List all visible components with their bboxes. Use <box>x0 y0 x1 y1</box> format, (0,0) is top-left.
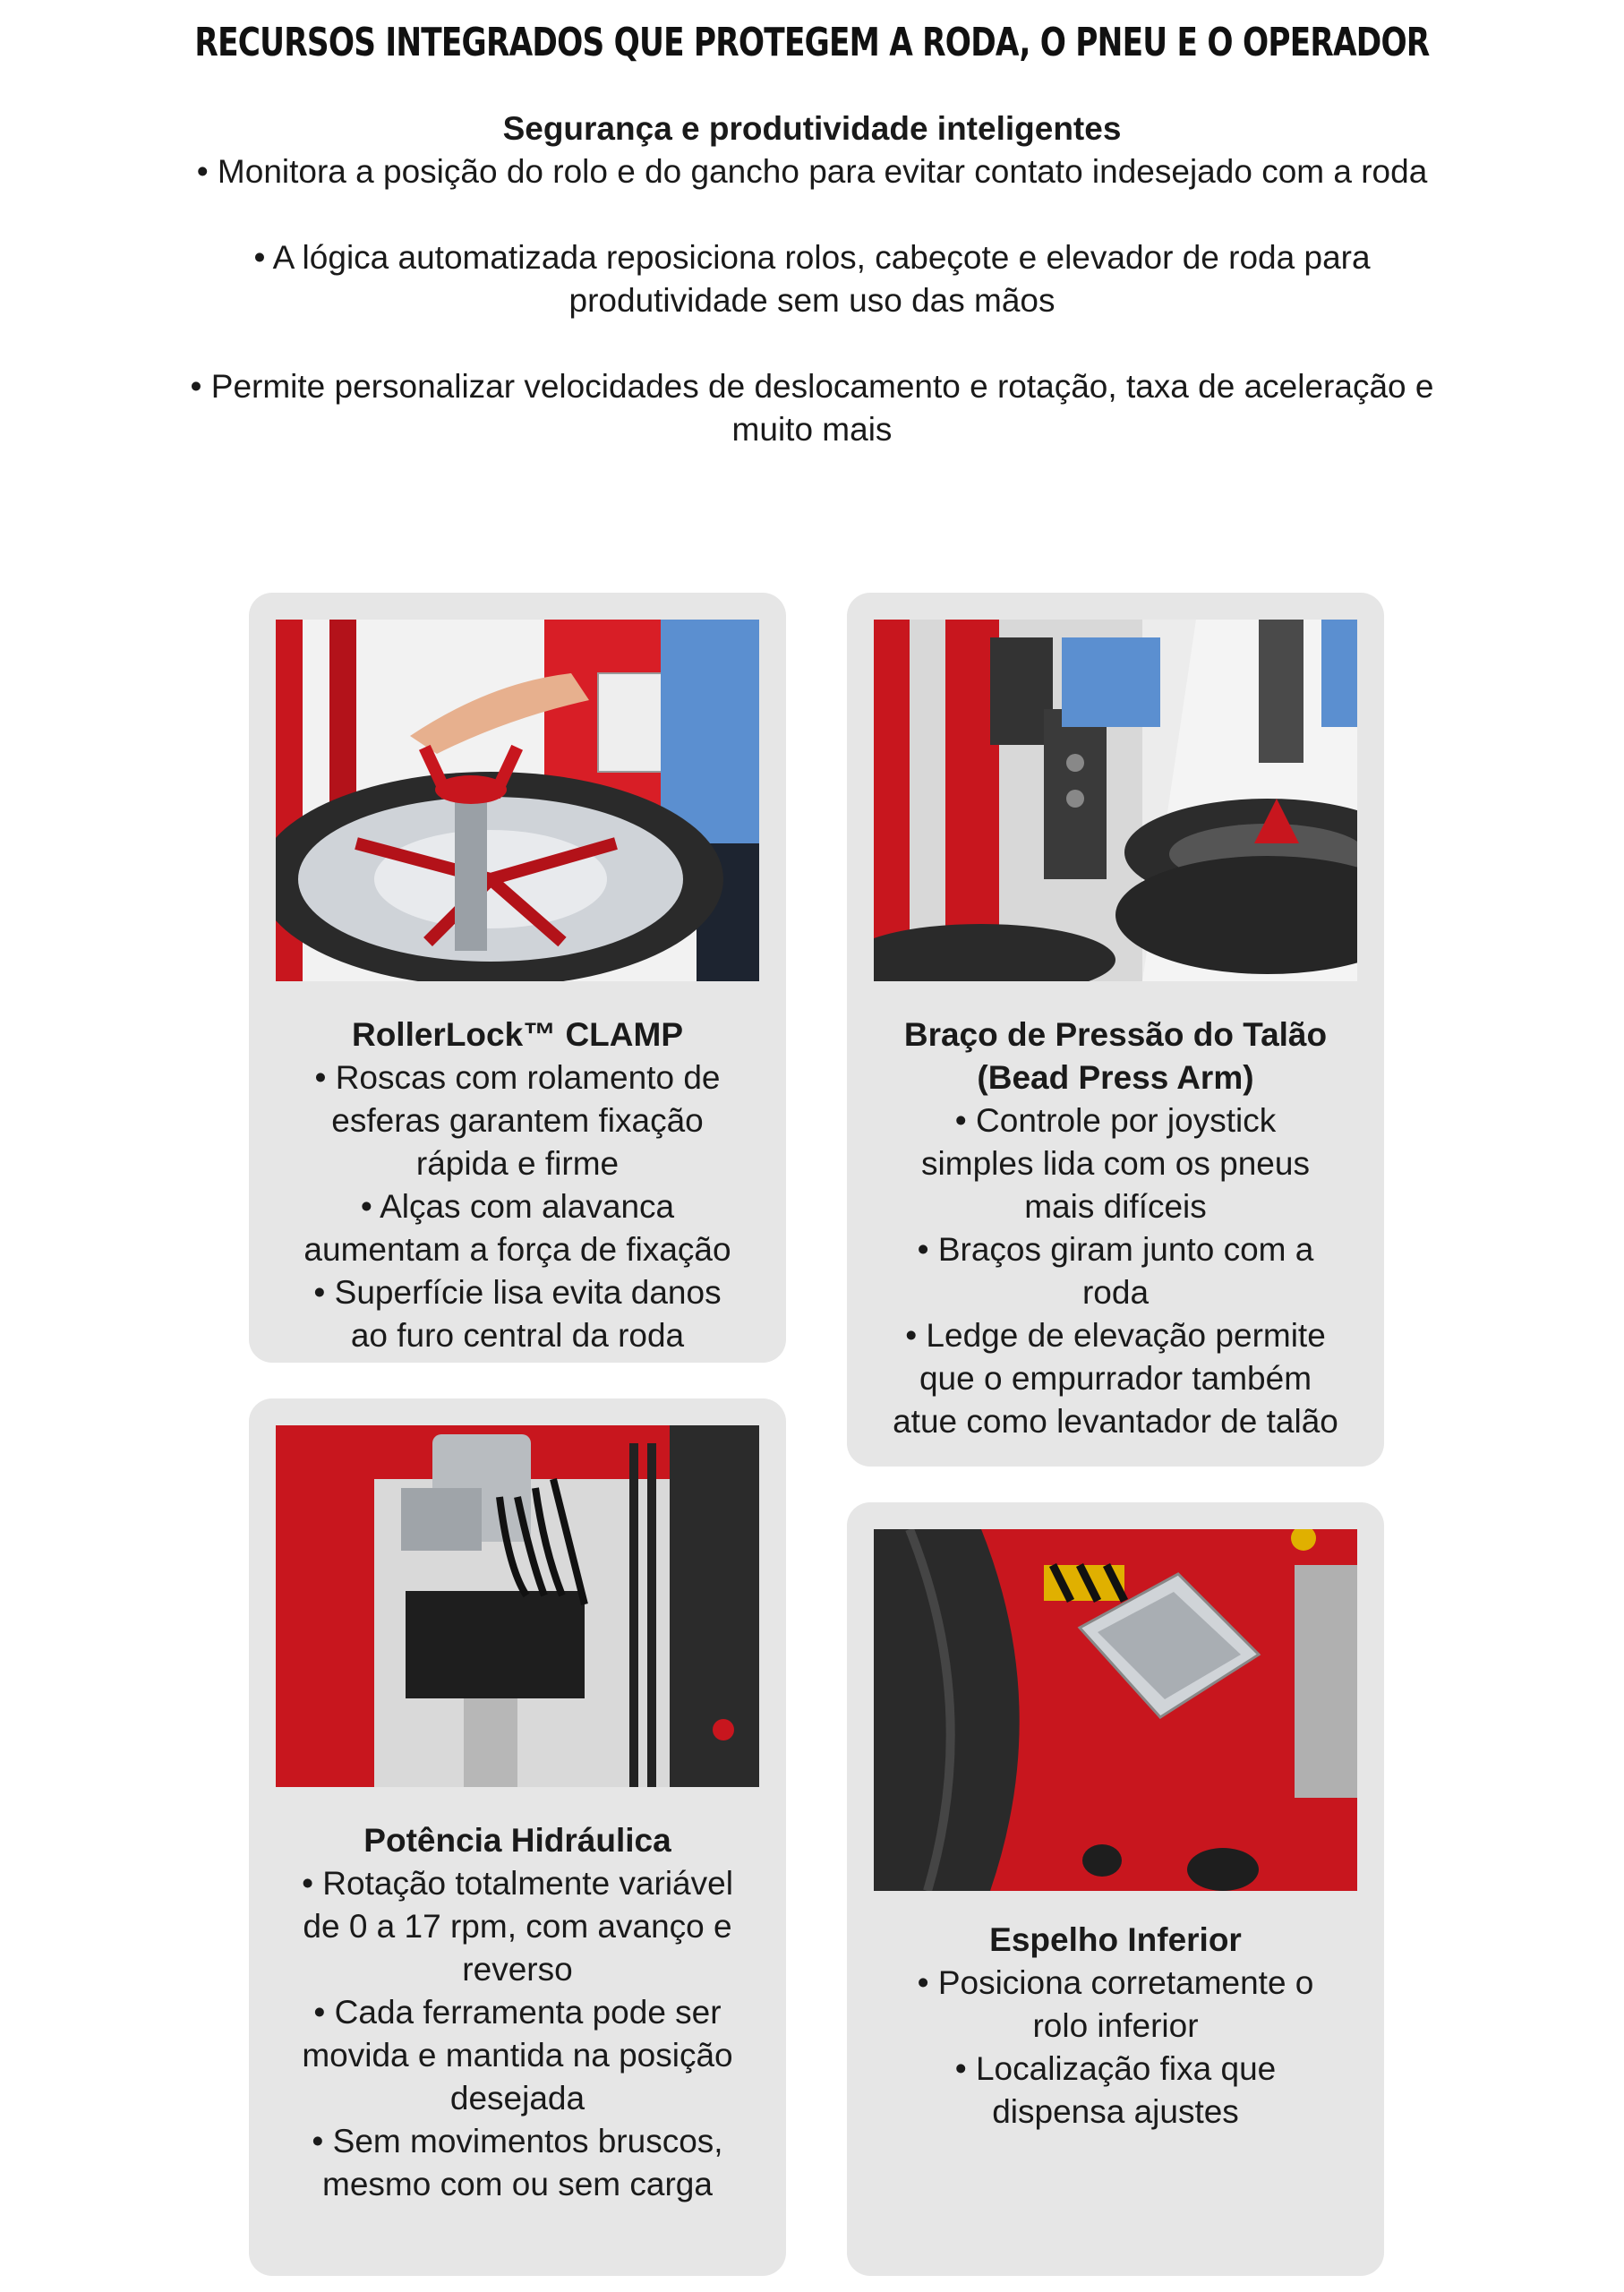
rollerlock-clamp-photo <box>276 620 759 981</box>
feature-line: esferas garantem fixação <box>331 1102 704 1139</box>
feature-line: • Alças com alavanca <box>360 1188 675 1225</box>
feature-title: Espelho Inferior <box>989 1921 1242 1958</box>
feature-text <box>267 1013 768 1357</box>
intro-bullet: • Monitora a posição do rolo e do gancho para evitar contato indesejado com a roda <box>196 153 1428 190</box>
hydraulic-unit-photo <box>276 1425 759 1787</box>
intro-section <box>152 107 1472 451</box>
lower-mirror-photo <box>874 1529 1357 1891</box>
feature-line: roda <box>1081 1274 1150 1311</box>
feature-title-secondary: (Bead Press Arm) <box>977 1059 1254 1096</box>
feature-title: RollerLock™ CLAMP <box>351 1016 684 1053</box>
feature-text <box>865 1013 1366 1443</box>
feature-line: reverso <box>462 1951 573 1988</box>
feature-line: movida e mantida na posição <box>302 2037 733 2074</box>
page-title: RECURSOS INTEGRADOS QUE PROTEGEM A RODA, O PNEU E O OPERADOR <box>194 20 1430 65</box>
feature-line: • Controle por joystick <box>954 1102 1277 1139</box>
feature-title: Potência Hidráulica <box>363 1822 671 1859</box>
feature-line: rápida e firme <box>415 1145 620 1182</box>
feature-line: de 0 a 17 rpm, com avanço e <box>303 1908 732 1945</box>
feature-line: • Braços giram junto com a <box>917 1231 1314 1268</box>
intro-subtitle: Segurança e produtividade inteligentes <box>502 110 1122 147</box>
feature-line: ao furo central da roda <box>350 1317 685 1354</box>
feature-line: mais difíceis <box>1024 1188 1207 1225</box>
feature-line: • Superfície lisa evita danos <box>313 1274 722 1311</box>
intro-bullet: • A lógica automatizada reposiciona rolos, cabeçote e elevador de roda para produtividade sem uso das mãos <box>253 239 1371 319</box>
feature-line: • Posiciona corretamente o <box>917 1964 1314 2001</box>
feature-title: Braço de Pressão do Talão <box>903 1016 1328 1053</box>
feature-line: simples lida com os pneus <box>921 1145 1310 1182</box>
feature-card-hydraulic-power <box>249 1398 786 2276</box>
feature-line: rolo inferior <box>1032 2007 1199 2044</box>
feature-line: dispensa ajustes <box>992 2093 1239 2130</box>
feature-line: • Rotação totalmente variável <box>302 1865 733 1902</box>
bead-press-arm-photo <box>874 620 1357 981</box>
feature-line: mesmo com ou sem carga <box>322 2166 713 2202</box>
feature-line: que o empurrador também <box>919 1360 1312 1397</box>
feature-line: • Ledge de elevação permite <box>905 1317 1326 1354</box>
feature-card-rollerlock <box>249 593 786 1363</box>
feature-line: atue como levantador de talão <box>893 1403 1338 1440</box>
feature-line: • Localização fixa que <box>954 2050 1277 2087</box>
feature-line: aumentam a força de fixação <box>303 1231 731 1268</box>
feature-line: desejada <box>449 2080 585 2117</box>
feature-card-bead-press-arm <box>847 593 1384 1467</box>
feature-line: • Cada ferramenta pode ser <box>313 1994 722 2031</box>
feature-line: • Sem movimentos bruscos, <box>312 2123 723 2159</box>
intro-bullet: • Permite personalizar velocidades de deslocamento e rotação, taxa de aceleração e muito mais <box>190 368 1434 448</box>
feature-text <box>865 1919 1366 2134</box>
feature-line: • Roscas com rolamento de <box>314 1059 721 1096</box>
feature-text <box>267 1819 768 2206</box>
feature-card-lower-mirror <box>847 1502 1384 2276</box>
